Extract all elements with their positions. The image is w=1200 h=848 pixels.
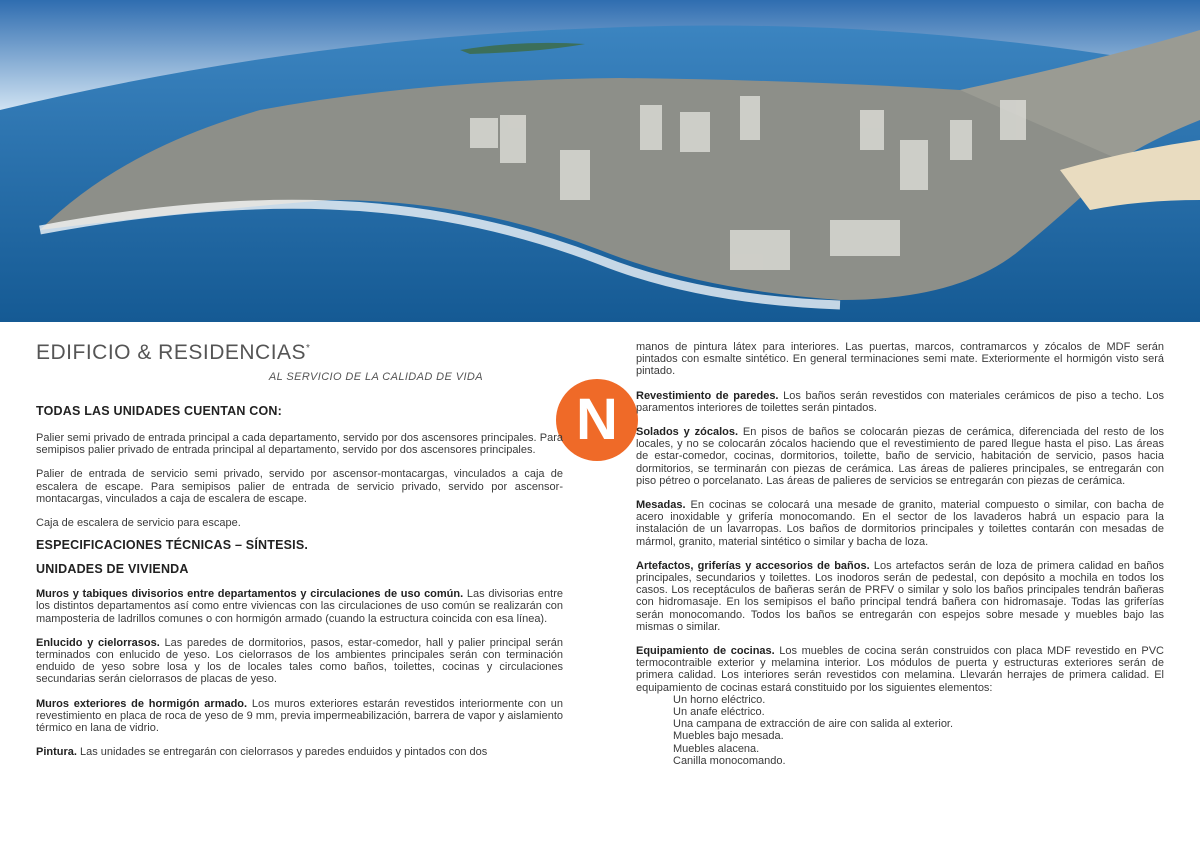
list-item: Muebles bajo mesada.	[673, 730, 784, 743]
title-asterisk: *	[306, 343, 311, 354]
list-item: Un horno eléctrico.	[673, 693, 766, 706]
revestimiento-body: Los baños serán revestidos con materiales cerámicos de piso a techo. Los paramentos interiores de toilettes serán pintados.	[636, 389, 1164, 414]
section-enlucido	[36, 637, 563, 686]
paragraph-palier-servicio: Palier de entrada de servicio semi privado, servido por ascensor-montacargas, vinculados a caja de escalera de escape. Para semipisos palier de entrada de servicio privado, servido por ascensor- montacargas, vinculados a caja de escalera de escape.	[36, 468, 563, 505]
section-artefactos	[636, 560, 1164, 633]
enlucido-title: Enlucido y cielorrasos.	[36, 636, 160, 649]
list-item: Muebles alacena.	[673, 742, 760, 755]
right-column	[636, 341, 1164, 767]
solados-body: En pisos de baños se colocarán piezas de cerámica, diferenciada del resto de los locales, y no se colocarán zócalos haciendo que el revestimiento de pared llegue hasta el piso. Las áreas de estar-comedor, cocinas, dormitorios, toilette, baño de servicio, habitación de servicio, pasos hacia dormitorios, se terminarán con piezas de cerámica. Las áreas de palieres principales, se entregarán con piso pétreo o porcelanato. Las áreas de palieres de servicios se entregarán con piezas de cerámica.	[636, 426, 1165, 487]
list-item: Una campana de extracción de aire con salida al exterior.	[673, 718, 954, 731]
exteriores-title: Muros exteriores de hormigón armado.	[36, 697, 248, 710]
muros-body: Las divisorias entre los distintos departamentos así como entre viviencas con las circulaciones de uso común se realizarán con mamposteria de ladrillos comunes o con hormigón armado (cuando la estructura coincida con esa línea).	[36, 588, 563, 625]
artefactos-title: Artefactos, griferías y accesorios de baños.	[636, 559, 870, 572]
exteriores-body: Los muros exteriores estarán revestidos interiormente con un revestimiento en placa de roca de yeso de 9 mm, previa impermeabilización, barrera de vapor y aislamiento térmico en lana de vidrio.	[36, 697, 563, 735]
pintura-title: Pintura.	[36, 746, 77, 759]
brand-logo	[556, 379, 638, 461]
page-subtitle: AL SERVICIO DE LA CALIDAD DE VIDA	[268, 371, 483, 383]
paragraph-escalera: Caja de escalera de servicio para escape.	[36, 517, 241, 530]
enlucido-body: Las paredes de dormitorios, pasos, estar-comedor, hall y palier principal serán terminados con enlucido de yeso. Los cielorrasos de los ambientes principales serán con terminación enduido de yeso sobre losa y los de locales tales como baños, toilettes, cocinas y circulaciones secundarias serán cielorrasos de placas de yeso.	[36, 636, 563, 686]
pintura-body: Las unidades se entregarán con cielorrasos y paredes enduidos y pintados con dos	[76, 746, 488, 759]
list-item: Un anafe eléctrico.	[673, 706, 765, 719]
page-title	[36, 336, 563, 366]
logo-letter: N	[576, 387, 618, 452]
list-item: Canilla monocomando.	[673, 754, 786, 767]
left-column	[36, 336, 563, 758]
specs-heading: ESPECIFICACIONES TÉCNICAS – SÍNTESIS.	[36, 538, 309, 553]
revestimiento-title: Revestimiento de paredes.	[636, 389, 779, 402]
section-muros-exteriores	[36, 698, 563, 735]
equipamiento-title: Equipamiento de cocinas.	[636, 645, 775, 658]
viviendas-heading: UNIDADES DE VIVIENDA	[36, 562, 189, 577]
artefactos-body: Los artefactos serán de loza de primera calidad en baños principales, secundarios y toilettes. Los inodoros serán de pedestal, con depósito a mochila en todos los casos. Los receptáculos de bañeras serán de PRFV o similar y solo los baños principales tendrán bañeras con hidromasaje. En los semipisos el baño principal tendrá bañera con hidromasaje. Todas las griferías serán monocomando. Todos los baños se entregarán con espejos sobre mesade y muebles bajo las mismas o similar.	[636, 559, 1164, 633]
mesadas-body: En cocinas se colocará una mesade de granito, material compuesto o similar, con bacha de acero inoxidable y grifería monocomando. En el sector de los lavaderos habrá un espacio para la instalación de un lavarropas. Los baños de dormitorios principales y toilettes contarán con mesadas de mármol, granito, material sintético o similar y bacha de loza.	[636, 499, 1164, 548]
kitchen-items-list	[636, 694, 1164, 767]
section-equipamiento	[636, 645, 1164, 694]
aerial-city-photo	[0, 0, 1200, 322]
equipamiento-body: Los muebles de cocina serán construidos con placa MDF revestido en PVC termocontraible exterior y melamina interior. Los módulos de puerta y estructuras exteriores serán de primera calidad. Los interiores serán revestidos con melamina. Llevarán herrajes de primera calidad. El equipamiento de cocinas estará constituido por los siguientes elementos:	[636, 645, 1164, 694]
solados-title: Solados y zócalos.	[636, 426, 739, 439]
section-mesadas	[636, 499, 1164, 548]
section-solados	[636, 426, 1164, 487]
section-muros	[36, 588, 563, 625]
section-pintura	[36, 746, 563, 758]
title-text: EDIFICIO & RESIDENCIAS	[36, 341, 307, 364]
units-heading: TODAS LAS UNIDADES CUENTAN CON:	[36, 404, 283, 418]
muros-title: Muros y tabiques divisorios entre departamentos y circulaciones de uso común.	[36, 588, 464, 601]
pintura-continuation: manos de pintura látex para interiores. Las puertas, marcos, contramarcos y zócalos de MDF serán pintados con esmalte sintético. En general terminaciones semi mate. Exteriormente el hormigón visto será pintado.	[636, 341, 1164, 378]
aerial-photo-illustration	[0, 0, 1200, 322]
mesadas-title: Mesadas.	[636, 499, 686, 512]
section-revestimiento	[636, 390, 1164, 414]
paragraph-palier-principal: Palier semi privado de entrada principal a cada departamento, servido por dos ascensores principales. Para semipisos palier privado de entrada principal al departamento, servido por dos ascensores principales.	[36, 432, 563, 457]
